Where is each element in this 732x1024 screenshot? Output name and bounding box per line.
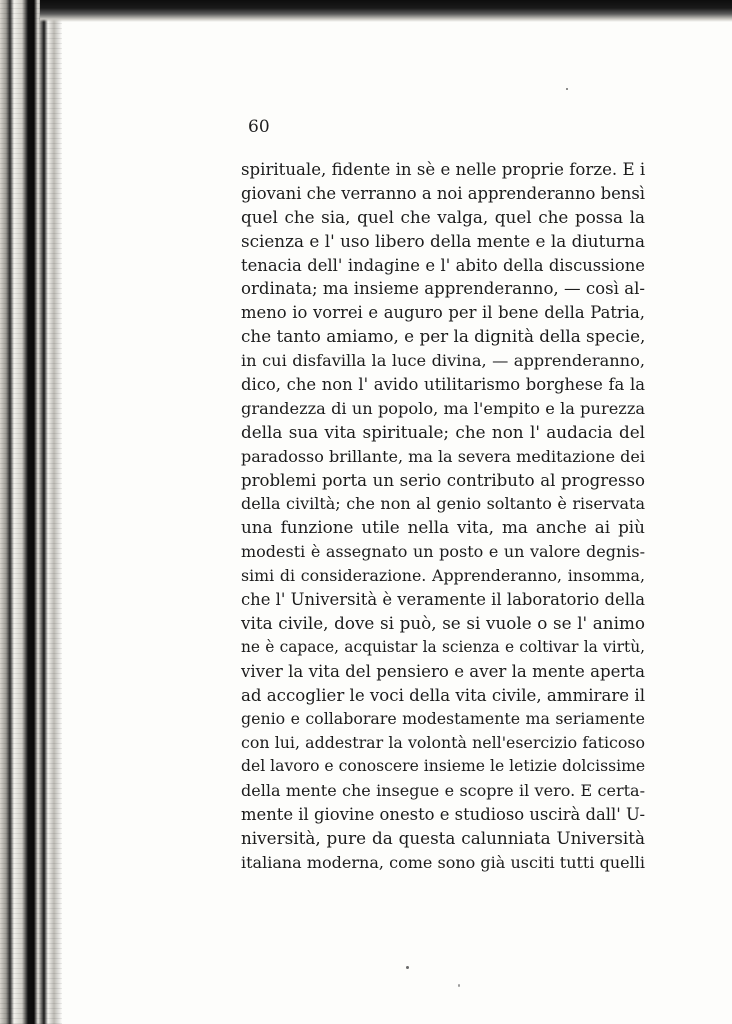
text-line: spirituale, fidente in sè e nelle proprie forze. E i [241,160,646,179]
text-line: italiana moderna, come sono già usciti tutti quelli [241,852,645,872]
text-line: del lavoro e conoscere insieme le letizie dolcissime [241,757,646,776]
text-line: modesti è assegnato un posto e un valore degnis- [241,542,645,562]
text-line: mente il giovine onesto e studioso uscirà dall' U- [241,805,646,825]
text-line: genio e collaborare modestamente ma seriamente [241,709,645,729]
text-line: simi di considerazione. Apprenderanno, insomma, [241,566,645,586]
scan-top-edge [40,0,732,22]
text-line: della mente che insegue e scopre il vero. E certa- [241,781,645,801]
text-line: giovani che verranno a noi apprenderanno bensì [241,183,645,203]
text-line: con lui, addestrar la volontà nell'esercizio faticoso [241,733,645,753]
text-line: dico, che non l' avido utilitarismo borghese fa la [241,375,645,395]
text-line: vita civile, dove si può, se si vuole o se l' animo [241,612,645,633]
text-line: della sua vita spirituale; che non l' audacia del [241,421,645,442]
text-line: ne è capace, acquistar la scienza e coltivar la virtù, [241,637,645,656]
text-line: niversità, pure da questa calunniata Università [241,827,645,848]
text-line: ordinata; ma insieme apprenderanno, — così al- [241,279,646,299]
text-line: ad accoglier le voci della vita civile, ammirare il [241,685,646,705]
text-line: grandezza di un popolo, ma l'empito e la purezza [241,398,645,418]
text-line: viver la vita del pensiero e aver la mente aperta [241,661,645,681]
scan-speck [406,966,409,969]
text-line: quel che sia, quel che valga, quel che possa la [241,206,645,227]
body-text [241,158,645,875]
text-line: in cui disfavilla la luce divina, — apprenderanno, [241,351,645,371]
scan-speck [458,984,460,987]
text-line: che tanto amiamo, e per la dignità della specie, [241,326,646,347]
page-number: 60 [248,117,270,137]
text-line: scienza e l' uso libero della mente e la diuturna [241,230,645,251]
text-line: una funzione utile nella vita, ma anche ai più [241,517,645,538]
text-line: paradosso brillante, ma la severa meditazione dei [241,446,645,466]
text-line: che l' Università è veramente il laboratorio della [241,590,645,610]
binding-edge [0,0,62,1024]
text-line: della civiltà; che non al genio soltanto è riservata [241,494,645,514]
text-line: problemi porta un serio contributo al progresso [241,470,645,490]
text-line: meno io vorrei e auguro per il bene della Patria, [241,303,645,323]
text-line: tenacia dell' indagine e l' abito della discussione [241,255,645,275]
scan-speck [566,88,568,90]
